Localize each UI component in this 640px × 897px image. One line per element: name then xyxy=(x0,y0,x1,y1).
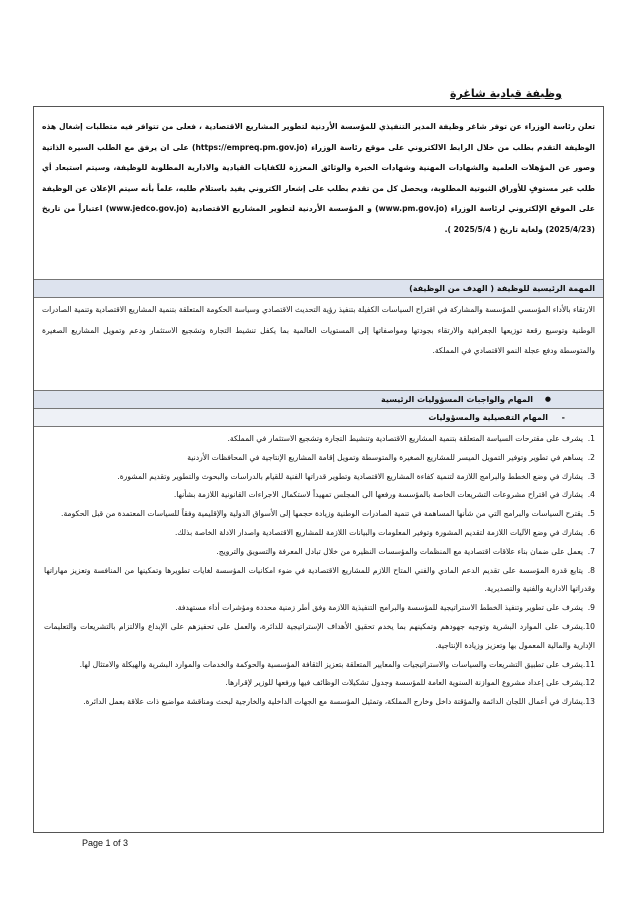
task-item xyxy=(34,674,603,693)
task-text: يعمل على ضمان بناء علاقات اقتصادية مع المنظمات والمؤسسات النظيرة من خلال تبادل المعرفة والتسويق والترويج. xyxy=(216,546,583,556)
intro-paragraph: تعلن رئاسة الوزراء عن توفر شاغر وظيفة المدير التنفيذي للمؤسسة الأردنية لتطوير المشاريع الاقتصادية ، فعلى من تتوافر فيه متطلبات إشغال هذه الوظيفة التقدم بطلب من خلال الرابط الالكتروني على موقع رئاسة الوزراء (https://empreq.pm.gov.jo) على ان يرفق مع الطلب السيرة الذاتية وصور عن المؤهلات العلمية والشهادات المهنية وشهادات الخبرة والوثائق المعززة للكفايات القيادية والادارية المطلوبة للوظيفة، وسيتم استبعاد أي طلب غير مستوفٍ للأوراق الثبوتية المطلوبة، ويحصل كل من تقدم بطلب على إشعار الكتروني يفيد باستلام طلبه، علماً بأنه سيتم الإعلان عن الوظيفة على الموقع الإلكتروني لرئاسة الوزراء (www.pm.gov.jo) و المؤسسة الأردنية لتطوير المشاريع الاقتصادية (www.jedco.gov.jo) اعتباراً من تاريخ (2025/4/23) ولغاية تاريخ ( 2025/5/4 ). xyxy=(42,122,595,234)
task-number: 8. xyxy=(587,565,595,575)
task-number: 7. xyxy=(587,546,595,556)
task-number: 3. xyxy=(587,471,595,481)
task-item xyxy=(34,505,603,524)
task-number: 10. xyxy=(582,621,595,631)
task-number: 4. xyxy=(587,490,595,500)
task-number: 13. xyxy=(582,697,595,707)
detailed-duties-heading: - المهام التفصيلية والمسؤوليات xyxy=(34,409,603,427)
task-number: 12. xyxy=(582,678,595,688)
task-item xyxy=(34,468,603,487)
task-item xyxy=(34,656,603,675)
task-number: 6. xyxy=(587,527,595,537)
mission-heading: المهمة الرئيسية للوظيفة ( الهدف من الوظيفة) xyxy=(34,279,603,298)
task-text: يشرف على مقترحات السياسة المتعلقة بتنمية المشاريع الاقتصادية وتنشيط التجارة وتشجيع الاستثمار في المملكة. xyxy=(227,434,583,443)
task-text: يساهم في تطوير وتوفير التمويل الميسر للمشاريع الصغيرة والمتوسطة وتمويل إقامة المشاريع الإنتاجية في المحافظات الأردنية xyxy=(187,452,583,462)
task-item xyxy=(34,486,603,505)
duties-heading: ● المهام والواجبات المسؤوليات الرئيسية xyxy=(34,390,603,409)
task-number: 1. xyxy=(587,434,595,443)
task-text: يشرف على الموارد البشرية وتوجيه جهودهم وتمكينهم بما يخدم تحقيق الأهداف الإستراتيجية للدائرة، والعمل على تحفيزهم على الإبداع والالتزام بالتشريعات والتعليمات الإدارية والمالية المعمول بها وتعزيز وزيادة الإنتاجية. xyxy=(44,621,595,650)
task-text: يشارك في اقتراح مشروعات التشريعات الخاصة بالمؤسسة ورفعها الى المجلس تمهيداً لاستكمال الاجراءات القانونية اللازمة بشأنها. xyxy=(173,490,583,500)
mission-paragraph: الارتقاء بالأداء المؤسسي للمؤسسة والمشاركة في اقتراح السياسات الكفيلة بتنفيذ رؤية التحديث الاقتصادي وسياسة الحكومة المتعلقة بتنمية المشاريع الاقتصادية وتنمية الصادرات الوطنية وتوسيع رقعة توزيعها الجغرافية والارتقاء بجودتها ومواصفاتها إلى المستويات العالمية بما يكفل تنشيط التجارة وتشجيع الاستثمار ودعم وتمويل المشاريع الصغيرة والمتوسطة ودفع عجلة النمو الاقتصادي في المملكة. xyxy=(42,305,595,355)
task-number: 9. xyxy=(587,603,595,613)
task-item xyxy=(34,430,603,449)
task-item xyxy=(34,693,603,712)
task-item xyxy=(34,599,603,618)
task-text: يتابع قدرة المؤسسة على تقديم الدعم المادي والفني المتاح اللازم للمشاريع الاقتصادية في ضوء امكانيات المؤسسة لغايات تطويرها وتمكينها من المنافسة وتعزيز مهاراتها وقدراتها الادارية والفنية والتصديرية. xyxy=(44,565,595,594)
task-list xyxy=(34,427,603,712)
task-text: يقترح السياسات والبرامج التي من شأنها المساهمة في تنمية الصادرات الوطنية وزيادة حجمها إلى الأسواق الدولية والإقليمية وفقاً للسياسات المعتمدة من قبل الحكومة. xyxy=(61,509,583,519)
task-item xyxy=(34,618,603,656)
task-item xyxy=(34,543,603,562)
task-text: يشارك في أعمال اللجان الدائمة والمؤقتة داخل وخارج المملكة، وتمثيل المؤسسة مع الجهات الداخلية والخارجية لبحث ومناقشة مواضيع ذات علاقة بعمل الدائرة. xyxy=(83,697,583,707)
task-number: 5. xyxy=(587,509,595,519)
task-number: 11. xyxy=(582,659,595,669)
task-number: 2. xyxy=(587,452,595,462)
task-text: يشرف على تطوير وتنفيذ الخطط الاستراتيجية للمؤسسة والبرامج التنفيذية اللازمة وفق أطر زمنية محددة ومؤشرات أداء مستهدفة. xyxy=(175,603,583,613)
task-item xyxy=(34,524,603,543)
page-footer: Page 1 of 3 xyxy=(82,838,129,848)
document-title: وظيفة قيادية شاغرة xyxy=(449,87,562,100)
task-item xyxy=(34,562,603,600)
task-text: يشارك في وضع الخطط والبرامج اللازمة لتنمية كفاءة المشاريع الاقتصادية وتطوير قدراتها الفنية للقيام بالدراسات والبحوث والتطوير وتقديم المشورة. xyxy=(117,471,583,481)
task-text: يشرف على إعداد مشروع الموازنة السنوية العامة للمؤسسة وجدول تشكيلات الوظائف فيها ورفعها للوزير لإقرارها. xyxy=(225,678,583,688)
task-text: يشرف على تطبيق التشريعات والسياسات والاستراتيجيات والمعايير المتعلقة بتعزيز الثقافة المؤسسية والحوكمة والخدمات والموارد البشرية والهيكلة والامتثال لها. xyxy=(79,659,583,669)
document-frame xyxy=(33,106,604,833)
task-text: يشارك في وضع الآليات اللازمة لتقديم المشورة وتوفير المعلومات والبيانات اللازمة للمشاريع الاقتصادية واصدار الادلة الخاصة بذلك. xyxy=(174,527,583,537)
task-item xyxy=(34,449,603,468)
